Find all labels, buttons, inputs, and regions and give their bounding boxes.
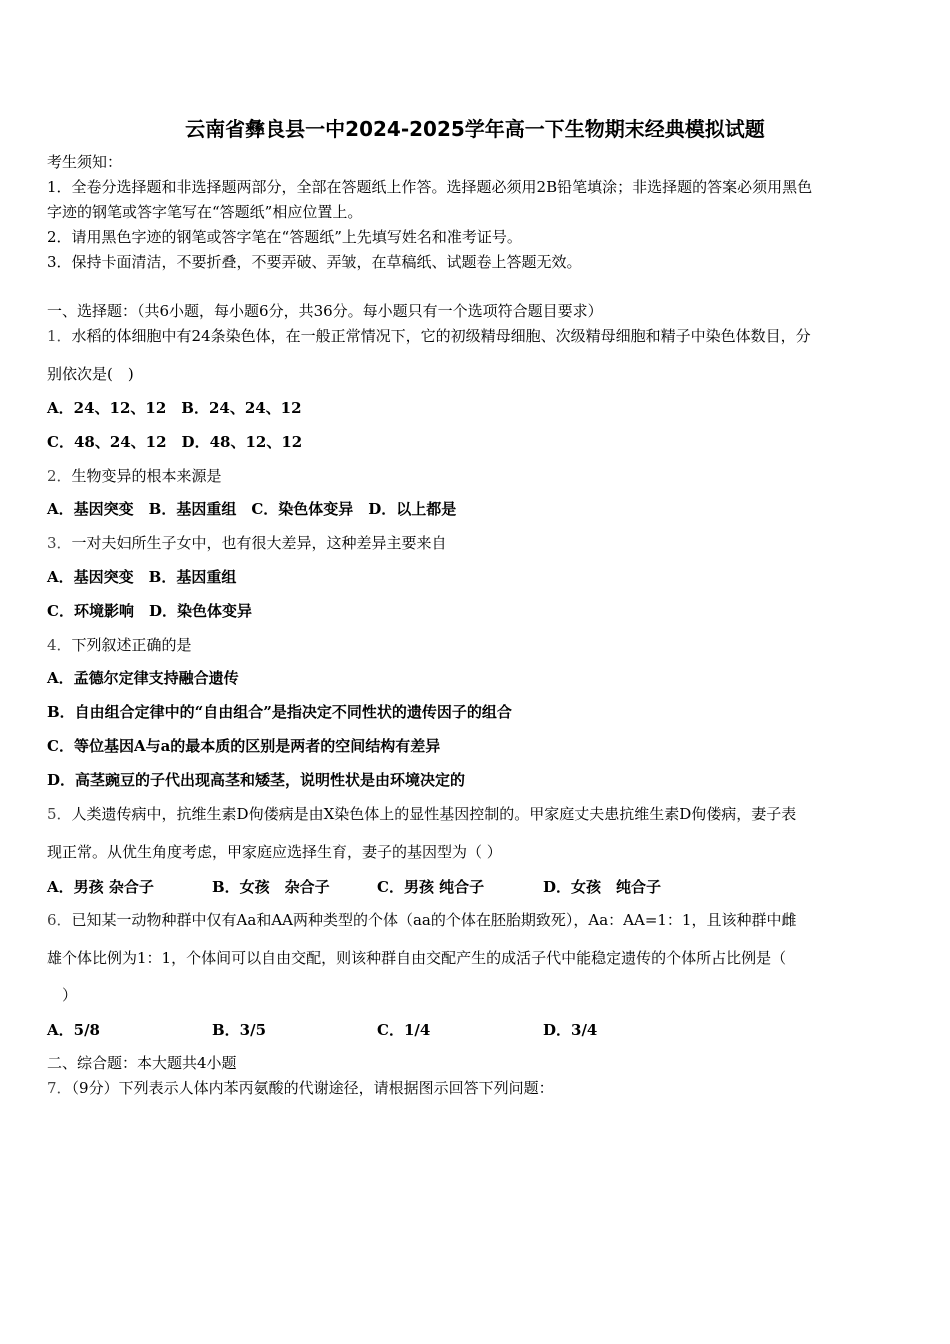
question-3-options-row1: A．基因突变 B．基因重组 (47, 568, 237, 586)
question-5-option-a: A．男孩 杂合子 (47, 878, 154, 896)
question-1-line2: 别依次是( ) (47, 365, 134, 383)
question-number: 5． (47, 805, 72, 823)
question-5-option-c: C．男孩 纯合子 (377, 878, 485, 896)
question-4-option-b: B．自由组合定律中的“自由组合”是指决定不同性状的遗传因子的组合 (47, 703, 512, 721)
page-title: 云南省彝良县一中2024-2025学年高一下生物期末经典模拟试题 (185, 117, 765, 141)
question-text: 生物变异的根本来源是 (71, 467, 222, 485)
question-text: 一对夫妇所生子女中，也有很大差异，这种差异主要来自 (71, 534, 447, 552)
question-number: 4． (47, 636, 72, 654)
question-3-options-row2: C．环境影响 D．染色体变异 (47, 602, 252, 620)
question-6-option-d: D．3/4 (543, 1021, 598, 1039)
question-text: 已知某一动物种群中仅有Aa和AA两种类型的个体（aa的个体在胚胎期致死），Aa：AA=1：1，且该种群中雌 (71, 911, 797, 929)
question-number: 7． (47, 1079, 72, 1097)
question-5-option-b: B．女孩 杂合子 (212, 878, 330, 896)
question-5-line1 (47, 804, 907, 824)
question-4-option-c: C．等位基因A与a的最本质的区别是两者的空间结构有差异 (47, 737, 441, 755)
question-4-option-d: D．高茎豌豆的子代出现高茎和矮茎，说明性状是由环境决定的 (47, 771, 466, 789)
question-6-line1 (47, 910, 907, 930)
question-text: 下列叙述正确的是 (71, 636, 192, 654)
question-number: 1． (47, 327, 72, 345)
question-7 (47, 1078, 907, 1098)
question-number: 3． (47, 534, 72, 552)
question-4-option-a: A．孟德尔定律支持融合遗传 (47, 669, 239, 687)
question-1-options-row2: C．48、24、12 D．48、12、12 (47, 433, 303, 451)
notice-item: 3．保持卡面清洁，不要折叠，不要弄破、弄皱，在草稿纸、试题卷上答题无效。 (47, 253, 582, 271)
section2-heading: 二、综合题：本大题共4小题 (47, 1054, 237, 1072)
notice-item: 2．请用黑色字迹的钢笔或答字笔在“答题纸”上先填写姓名和准考证号。 (47, 228, 522, 246)
question-6-option-c: C．1/4 (377, 1021, 431, 1039)
question-5-line2: 现正常。从优生角度考虑，甲家庭应选择生育，妻子的基因型为（ ） (47, 843, 502, 861)
question-1-options-row1: A．24、12、12 B．24、24、12 (47, 399, 302, 417)
question-6-line2: 雄个体比例为1：1，个体间可以自由交配，则该种群自由交配产生的成活子代中能稳定遗传的个体所占比例是（ (47, 949, 787, 967)
question-number: 2． (47, 467, 72, 485)
question-6-line3: ） (62, 986, 78, 1004)
question-text: 人类遗传病中，抗维生素D佝偻病是由X染色体上的显性基因控制的。甲家庭丈夫患抗维生素D佝偻病，妻子表 (71, 805, 797, 823)
notice-item: 字迹的钢笔或答字笔写在“答题纸”相应位置上。 (47, 203, 363, 221)
notice-heading: 考生须知： (47, 153, 123, 171)
question-6-option-a: A．5/8 (47, 1021, 100, 1039)
question-2 (47, 466, 907, 486)
question-text: （9分）下列表示人体内苯丙氨酸的代谢途径，请根据图示回答下列问题： (71, 1079, 554, 1097)
question-3 (47, 533, 907, 553)
question-5-option-d: D．女孩 纯合子 (543, 878, 662, 896)
question-6-option-b: B．3/5 (212, 1021, 267, 1039)
notice-item: 1．全卷分选择题和非选择题两部分，全部在答题纸上作答。选择题必须用2B铅笔填涂；非选择题的答案必须用黑色 (47, 178, 813, 196)
question-2-options: A．基因突变 B．基因重组 C．染色体变异 D．以上都是 (47, 500, 457, 518)
question-number: 6． (47, 911, 72, 929)
section1-heading: 一、选择题：（共6小题，每小题6分，共36分。每小题只有一个选项符合题目要求） (47, 302, 603, 320)
question-text: 水稻的体细胞中有24条染色体，在一般正常情况下，它的初级精母细胞、次级精母细胞和精子中染色体数目，分 (71, 327, 811, 345)
question-1-line1 (47, 326, 907, 346)
question-4 (47, 635, 907, 655)
